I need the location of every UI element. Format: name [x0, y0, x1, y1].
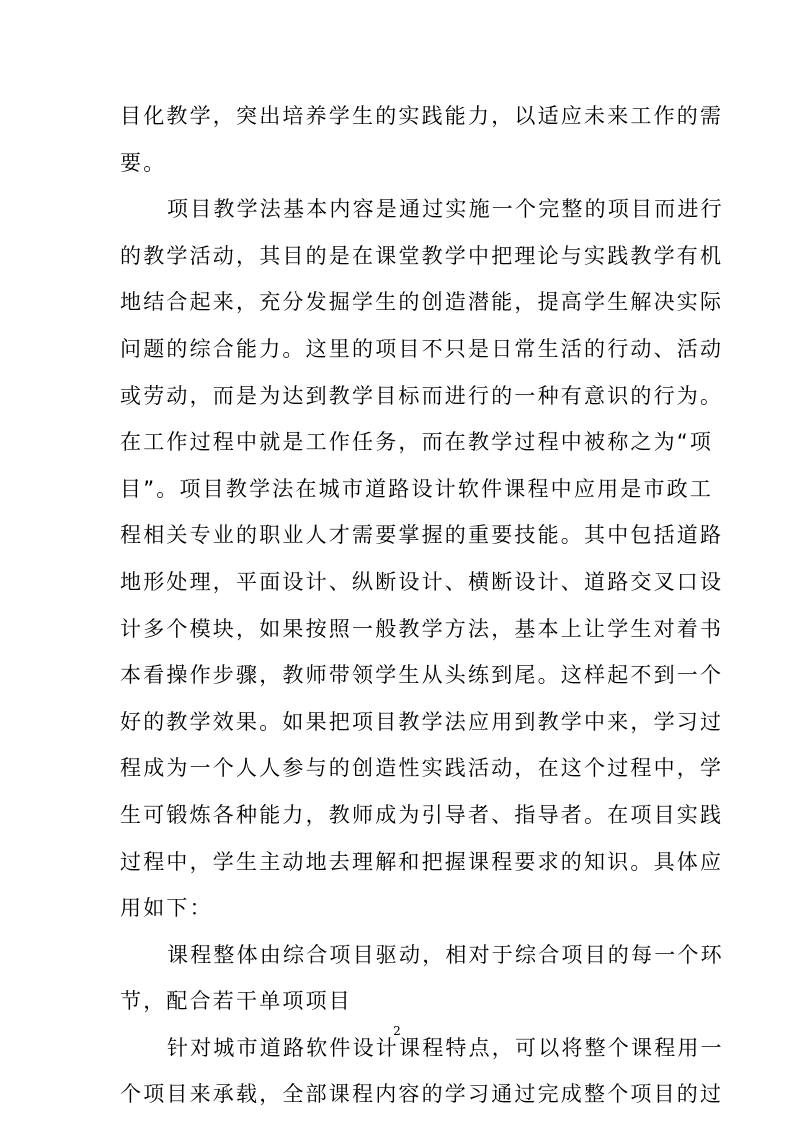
text-line: 针对城市道路软件设计课程特点，可以将整个课程用一	[167, 1035, 724, 1060]
text-line: 生可锻炼各种能力，教师成为引导者、指导者。在项目实践	[120, 802, 724, 827]
text-line: 或劳动，而是为达到教学目标而进行的一种有意识的行为。	[120, 383, 724, 408]
text-line: 过程中，学生主动地去理解和把握课程要求的知识。具体应	[120, 849, 724, 874]
text-line: 计多个模块，如果按照一般教学方法，基本上让学生对着书	[120, 616, 724, 641]
text-line: 程相关专业的职业人才需要掌握的重要技能。其中包括道路	[120, 523, 724, 548]
text-line: 本看操作步骤，教师带领学生从头练到尾。这样起不到一个	[120, 663, 724, 688]
text-line: 项目教学法基本内容是通过实施一个完整的项目而进行	[167, 197, 724, 222]
text-line: 个项目来承载，全部课程内容的学习通过完成整个项目的过	[120, 1082, 724, 1107]
text-line: 好的教学效果。如果把项目教学法应用到教学中来，学习过	[120, 709, 724, 734]
text-line: 在工作过程中就是工作任务，而在教学过程中被称之为“项	[120, 430, 714, 455]
text-line: 地结合起来，充分发掘学生的创造潜能，提高学生解决实际	[120, 290, 724, 315]
text-line: 要。	[120, 150, 167, 175]
text-line: 问题的综合能力。这里的项目不只是日常生活的行动、活动	[120, 336, 724, 361]
text-line: 节，配合若干单项项目	[120, 989, 352, 1014]
body-text	[120, 93, 724, 1118]
text-line: 用如下：	[120, 896, 213, 921]
text-line: 的教学活动，其目的是在课堂教学中把理论与实践教学有机	[120, 243, 724, 268]
text-line: 地形处理，平面设计、纵断设计、横断设计、道路交叉口设	[120, 569, 724, 594]
text-line: 程成为一个人人参与的创造性实践活动，在这个过程中，学	[120, 756, 724, 781]
text-line: 目化教学，突出培养学生的实践能力，以适应未来工作的需	[120, 104, 724, 128]
page-number: 2	[393, 1024, 401, 1038]
text-line: 课程整体由综合项目驱动，相对于综合项目的每一个环	[167, 942, 724, 967]
text-line: 目”。项目教学法在城市道路设计软件课程中应用是市政工	[120, 476, 714, 501]
